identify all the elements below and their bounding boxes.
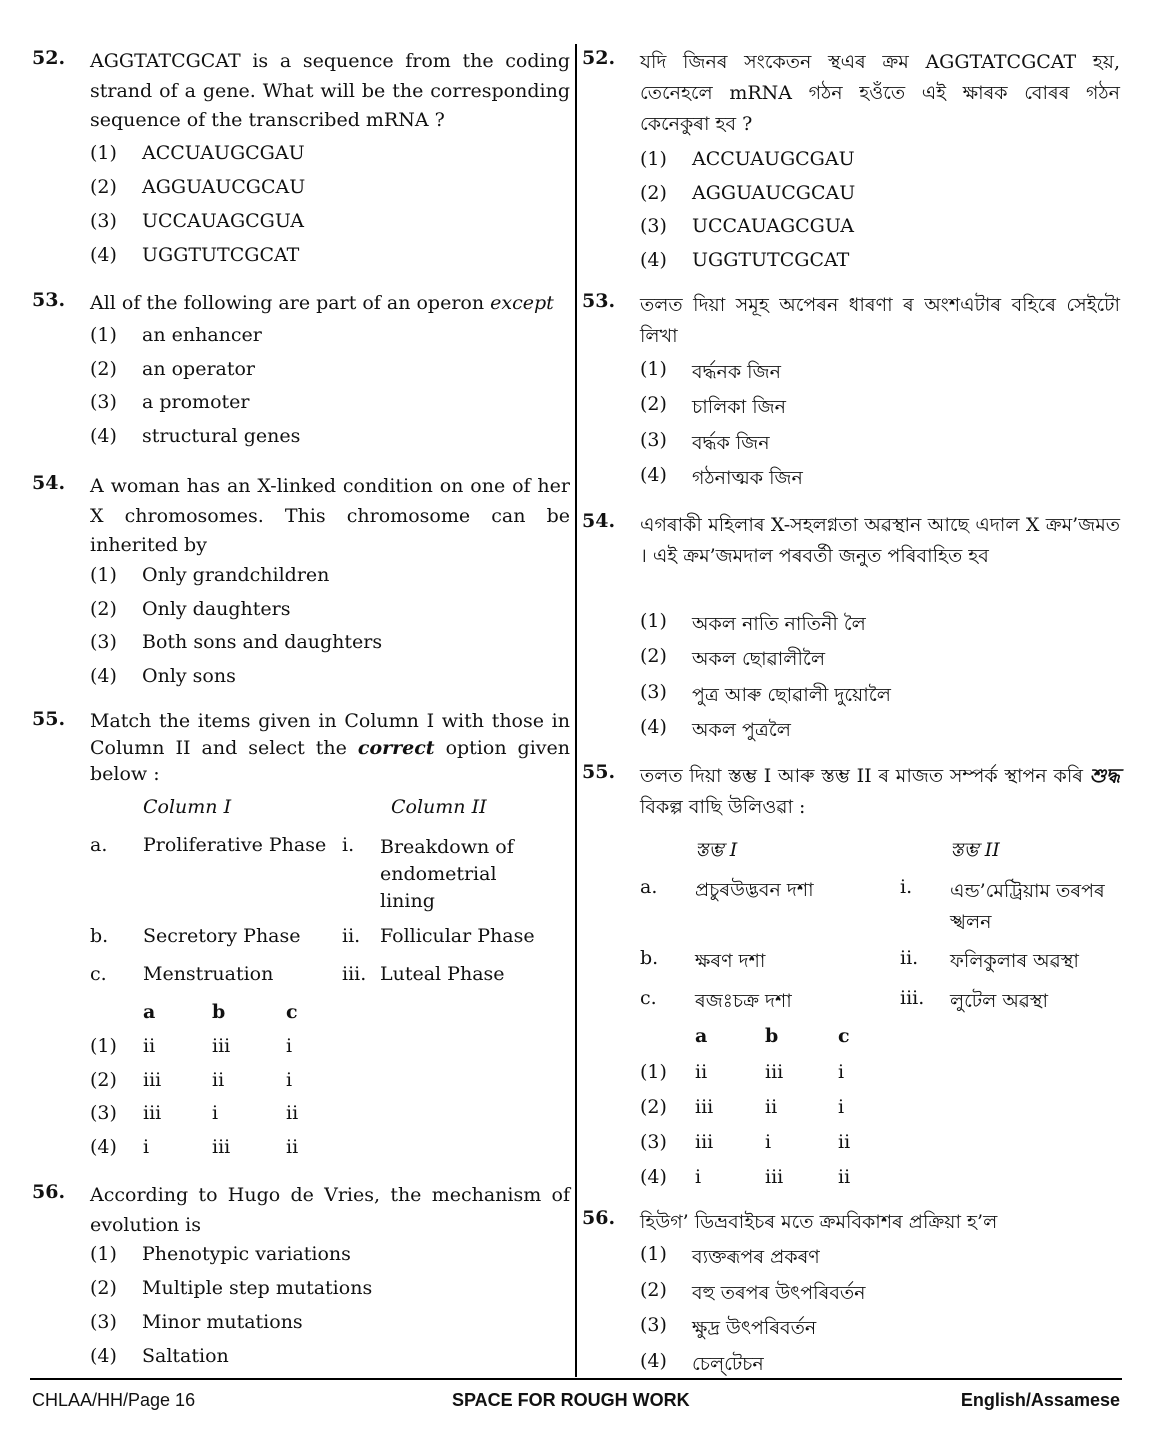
row-col1: প্ৰচুৰউদ্ভবন দশা (695, 879, 814, 901)
stem-emphasis: correct (357, 736, 435, 759)
option-text: ACCUAUGCGAU (692, 148, 855, 170)
option-text: an operator (142, 358, 256, 380)
option-number: (1) (640, 148, 667, 170)
answer-c: i (838, 1061, 845, 1083)
question-number: 55. (32, 708, 66, 730)
option-number: (3) (90, 1311, 117, 1333)
row-roman: iii. (900, 987, 925, 1009)
stem-text: বিকল্প বাছি উলিওৱা : (640, 796, 806, 818)
option-text: ব্যক্তৰূপৰ প্ৰকৰণ (692, 1246, 820, 1268)
option-text: পুত্ৰ আৰু ছোৱালী দুয়োলৈ (692, 684, 891, 706)
question-stem: তলত দিয়া সমূহ অপেৰন ধাৰণা ৰ অংশএটাৰ বহিৰে সেইটো লিখা (640, 294, 1120, 347)
option-text: structural genes (142, 425, 301, 447)
option-number: (4) (640, 249, 667, 271)
option-text: an enhancer (142, 324, 262, 346)
column-1-header: স্তম্ভ I (695, 839, 738, 861)
column-1-header: Column I (143, 796, 232, 818)
answer-b: i (212, 1102, 219, 1124)
answer-c: ii (838, 1131, 851, 1153)
answer-number: (3) (90, 1102, 117, 1124)
option-text: অকল ছোৱালীলৈ (692, 648, 826, 670)
option-text: UCCAUAGCGUA (692, 215, 855, 237)
answer-c: i (838, 1096, 845, 1118)
row-key: c. (640, 987, 657, 1009)
option-number: (1) (640, 1243, 667, 1265)
language-label: English/Assamese (960, 1390, 1120, 1410)
answer-a: iii (143, 1069, 162, 1091)
option-number: (1) (90, 324, 117, 346)
option-text: AGGUAUCGCAU (692, 182, 856, 204)
question-number: 52. (32, 47, 66, 69)
option-text: Minor mutations (142, 1311, 303, 1333)
answer-head-c: c (286, 1001, 298, 1023)
option-text: Multiple step mutations (142, 1277, 373, 1299)
option-number: (3) (90, 210, 117, 232)
row-key: b. (640, 947, 659, 969)
answer-b: iii (765, 1061, 784, 1083)
answer-a: iii (143, 1102, 162, 1124)
row-col2: Breakdown of endometrial lining (380, 836, 514, 912)
answer-number: (1) (90, 1035, 117, 1057)
option-number: (4) (640, 1350, 667, 1372)
answer-number: (4) (640, 1166, 667, 1188)
match-table (90, 796, 570, 1196)
question-stem (90, 708, 570, 788)
option-number: (2) (640, 182, 667, 204)
answer-head-b: b (212, 1001, 226, 1023)
row-roman: ii. (900, 947, 919, 969)
option-number: (2) (90, 1277, 117, 1299)
match-table (640, 836, 1120, 1236)
option-text: UGGTUTCGCAT (692, 249, 850, 271)
row-roman: i. (342, 834, 355, 856)
question-number: 56. (32, 1181, 66, 1203)
question-stem: AGGTATCGCAT is a sequence from the coding strand of a gene. What will be the corresponding sequence of the transcribed mRNA ? (90, 50, 570, 131)
option-text: UGGTUTCGCAT (142, 244, 300, 266)
answer-number: (2) (90, 1069, 117, 1091)
stem-text: তলত দিয়া স্তম্ভ I আৰু স্তম্ভ II ৰ মাজত সম্পৰ্ক স্থাপন কৰি (640, 765, 1090, 787)
question-number: 54. (32, 472, 66, 494)
row-col2: এন্ড’মেট্ৰিয়াম তৰপৰ স্খলন (950, 880, 1105, 933)
option-number: (1) (90, 1243, 117, 1265)
option-number: (4) (640, 716, 667, 738)
option-number: (2) (90, 598, 117, 620)
option-number: (2) (90, 358, 117, 380)
question-stem: According to Hugo de Vries, the mechanism of evolution is (90, 1184, 570, 1236)
answer-head-c: c (838, 1025, 850, 1047)
question-number: 55. (582, 761, 616, 783)
option-number: (4) (90, 665, 117, 687)
answer-c: ii (286, 1102, 299, 1124)
option-number: (3) (640, 429, 667, 451)
option-number: (2) (640, 393, 667, 415)
answer-c: i (286, 1035, 293, 1057)
option-number: (3) (90, 631, 117, 653)
row-roman: iii. (342, 963, 367, 985)
option-number: (2) (90, 176, 117, 198)
answer-c: ii (286, 1136, 299, 1158)
question-stem: A woman has an X-linked condition on one of her X chromosomes. This chromosome can be inherited by (90, 475, 570, 556)
option-number: (1) (90, 564, 117, 586)
question-stem (640, 761, 1120, 823)
row-col2: Luteal Phase (380, 963, 505, 985)
answer-number: (3) (640, 1131, 667, 1153)
question-number: 56. (582, 1207, 616, 1229)
row-col1: ৰজঃচক্ৰ দশা (695, 990, 792, 1012)
question-number: 53. (32, 289, 66, 311)
question-number: 52. (582, 47, 616, 69)
option-text: অকল পুত্ৰলৈ (692, 719, 791, 741)
row-roman: ii. (342, 925, 361, 947)
stem-text: All of the following are part of an operon (90, 292, 491, 314)
option-number: (3) (640, 215, 667, 237)
answer-c: i (286, 1069, 293, 1091)
option-text: চালিকা জিন (692, 396, 786, 418)
option-number: (2) (640, 645, 667, 667)
question-stem: হিউগ’ ডিভ্ৰবাইচৰ মতে ক্ৰমবিকাশৰ প্ৰক্ৰিয়া হ’ল (640, 1211, 998, 1233)
question-stem: যদি জিনৰ সংকেতন স্থএৰ ক্ৰম AGGTATCGCAT হয়, তেনেহলে mRNA গঠন হওঁতে এই ক্ষাৰক বোৰৰ গঠন কেনেকুৰা হব ? (640, 51, 1120, 135)
option-text: বৰ্দ্ধক জিন (692, 432, 770, 454)
option-text: চেল্‌টেচন (692, 1353, 764, 1375)
option-text: Only daughters (142, 598, 291, 620)
answer-b: i (765, 1131, 772, 1153)
option-text: Only grandchildren (142, 564, 330, 586)
stem-emphasis: শুদ্ধ (1089, 765, 1120, 787)
page-code: CHLAA/HH/Page 16 (32, 1390, 196, 1410)
option-text: ACCUAUGCGAU (142, 142, 305, 164)
answer-b: iii (765, 1166, 784, 1188)
option-number: (4) (90, 425, 117, 447)
stem-text: option given below : (90, 736, 570, 785)
answer-number: (1) (640, 1061, 667, 1083)
answer-c: ii (838, 1166, 851, 1188)
option-number: (1) (640, 358, 667, 380)
stem-emphasis: except (490, 292, 554, 314)
option-number: (4) (90, 244, 117, 266)
answer-a: iii (695, 1096, 714, 1118)
rough-work-label: SPACE FOR ROUGH WORK (452, 1390, 690, 1410)
row-key: b. (90, 925, 109, 947)
option-number: (3) (640, 681, 667, 703)
answer-head-b: b (765, 1025, 779, 1047)
answer-b: ii (765, 1096, 778, 1118)
option-text: AGGUAUCGCAU (142, 176, 306, 198)
row-col2: ফলিকুলাৰ অৱস্থা (950, 950, 1079, 972)
question-stem (90, 289, 570, 319)
question-number: 53. (582, 290, 616, 312)
row-col2: লুটেল অৱস্থা (950, 990, 1049, 1012)
row-key: c. (90, 963, 107, 985)
question-stem: এগৰাকী মহিলাৰ X-সহলগ্নতা অৱস্থান আছে এদাল X ক্ৰম’জমত । এই ক্ৰম’জমদাল পৰবৰ্তী জনুত পৰিবাহিত হব (640, 514, 1120, 567)
option-text: অকল নাতি নাতিনী লৈ (692, 613, 866, 635)
stem-text: Match the items given in Column I with those in Column II and select the (90, 710, 570, 759)
row-roman: i. (900, 876, 913, 898)
column-2-header: Column II (391, 796, 487, 818)
answer-a: iii (695, 1131, 714, 1153)
row-col1: Proliferative Phase (143, 834, 327, 856)
option-number: (1) (640, 610, 667, 632)
option-text: a promoter (142, 391, 250, 413)
option-text: Saltation (142, 1345, 229, 1367)
footer-rule (30, 1378, 1122, 1380)
option-text: বহু তৰপৰ উৎপৰিবৰ্তন (692, 1282, 866, 1304)
answer-head-a: a (695, 1025, 708, 1047)
answer-number: (4) (90, 1136, 117, 1158)
option-number: (3) (640, 1314, 667, 1336)
option-text: Both sons and daughters (142, 631, 383, 653)
row-key: a. (90, 834, 108, 856)
option-text: Only sons (142, 665, 236, 687)
option-text: বৰ্দ্ধনক জিন (692, 361, 781, 383)
answer-a: ii (143, 1035, 156, 1057)
question-number: 54. (582, 510, 616, 532)
option-number: (3) (90, 391, 117, 413)
option-number: (1) (90, 142, 117, 164)
option-text: Phenotypic variations (142, 1243, 351, 1265)
column-divider (575, 44, 577, 1377)
answer-a: i (695, 1166, 702, 1188)
column-2-header: স্তম্ভ II (950, 839, 1000, 861)
answer-b: iii (212, 1136, 231, 1158)
option-number: (4) (90, 1345, 117, 1367)
row-col1: Secretory Phase (143, 925, 301, 947)
answer-a: i (143, 1136, 150, 1158)
row-key: a. (640, 876, 658, 898)
row-col1: ক্ষৰণ দশা (695, 950, 766, 972)
option-number: (4) (640, 464, 667, 486)
option-text: UCCAUAGCGUA (142, 210, 305, 232)
answer-head-a: a (143, 1001, 156, 1023)
answer-b: iii (212, 1035, 231, 1057)
row-col2: Follicular Phase (380, 925, 535, 947)
answer-a: ii (695, 1061, 708, 1083)
option-number: (2) (640, 1279, 667, 1301)
option-text: গঠনাত্মক জিন (692, 467, 803, 489)
option-text: ক্ষুদ্ৰ উৎপৰিবৰ্তন (692, 1317, 817, 1339)
answer-b: ii (212, 1069, 225, 1091)
answer-number: (2) (640, 1096, 667, 1118)
row-col1: Menstruation (143, 963, 274, 985)
